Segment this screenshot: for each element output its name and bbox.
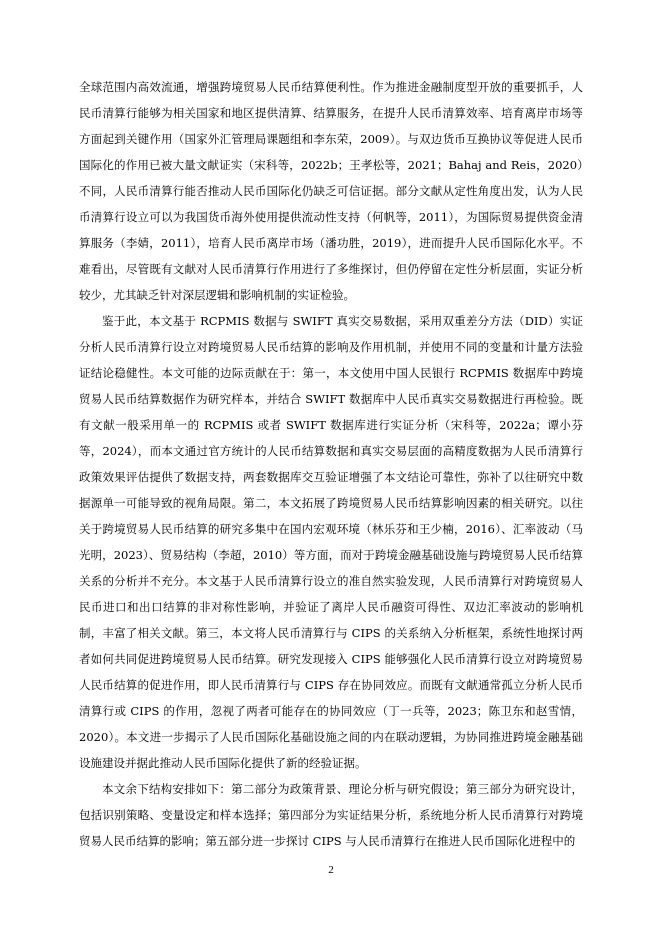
paragraph-structure: 本文余下结构安排如下：第二部分为政策背景、理论分析与研究假设；第三部分为研究设计，包括识别策略、变量设定和样本选择；第四部分为实证结果分析，系统地分析人民币清算行对跨境贸易人民币结算的影响；第五部分进一步探讨 CIPS 与人民币清算行在推进人民币国际化进程中的 xyxy=(79,782,583,848)
body-text xyxy=(79,74,583,854)
paragraph-contributions: 鉴于此，本文基于 RCPMIS 数据与 SWIFT 真实交易数据，采用双重差分方法（DID）实证分析人民币清算行设立对跨境贸易人民币结算的影响及作用机制，并使用不同的变量和计量方法验证结论稳健性。本文可能的边际贡献在于：第一，本文使用中国人民银行 RCPMIS 数据库中跨境贸易人民币结算数据作为研究样本，并结合 SWIFT 数据库中人民币真实交易数据进行再检验。既有文献一般采用单一的 RCPMIS 或者 SWIFT 数据库进行实证分析（宋科等，2022a；谭小芬等，2024），而本文通过官方统计的人民币结算数据和真实交易层面的高精度数据为人民币清算行政策效果评估提供了数据支持，两套数据库交互验证增强了本文结论可靠性，弥补了以往研究中数据源单一可能导致的视角局限。第二，本文拓展了跨境贸易人民币结算影响因素的相关研究。以往关于跨境贸易人民币结算的研究多集中在国内宏观环境（林乐芬和王少楠，2016）、汇率波动（马光明，2023）、贸易结构（李超，2010）等方面，而对于跨境金融基础设施与跨境贸易人民币结算关系的分析并不充分。本文基于人民币清算行设立的准自然实验发现，人民币清算行对跨境贸易人民币进口和出口结算的非对称性影响，并验证了离岸人民币融资可得性、双边汇率波动的影响机制，丰富了相关文献。第三，本文将人民币清算行与 CIPS 的关系纳入分析框架，系统性地探讨两者如何共同促进跨境贸易人民币结算。研究发现接入 CIPS 能够强化人民币清算行设立对跨境贸易人民币结算的促进作用，即人民币清算行与 CIPS 存在协同效应。而既有文献通常孤立分析人民币清算行或 CIPS 的作用，忽视了两者可能存在的协同效应（丁一兵等，2023；陈卫东和赵雪情，2020）。本文进一步揭示了人民币国际化基础设施之间的内在联动逻辑，为协同推进跨境金融基础设施建设并据此推动人民币国际化提供了新的经验证据。 xyxy=(79,314,583,770)
page-number: 2 xyxy=(328,864,334,876)
paragraph-continued: 全球范围内高效流通，增强跨境贸易人民币结算便利性。作为推进金融制度型开放的重要抓手，人民币清算行能够为相关国家和地区提供清算、结算服务，在提升人民币清算效率、培育离岸市场等方面起到关键作用（国家外汇管理局课题组和李东荣，2009）。与双边货币互换协议等促进人民币国际化的作用已被大量文献证实（宋科等，2022b；王孝松等，2021；Bahaj and Reis，2020）不同，人民币清算行能否推动人民币国际化仍缺乏可信证据。部分文献从定性角度出发，认为人民币清算行设立可以为我国货币海外使用提供流动性支持（何帆等，2011），为国际贸易提供资金清算服务（李婧，2011），培育人民币离岸市场（潘功胜，2019），进而提升人民币国际化水平。不难看出，尽管既有文献对人民币清算行作用进行了多维探讨，但仍停留在定性分析层面，实证分析较少，尤其缺乏针对深层逻辑和影响机制的实证检验。 xyxy=(79,80,583,302)
